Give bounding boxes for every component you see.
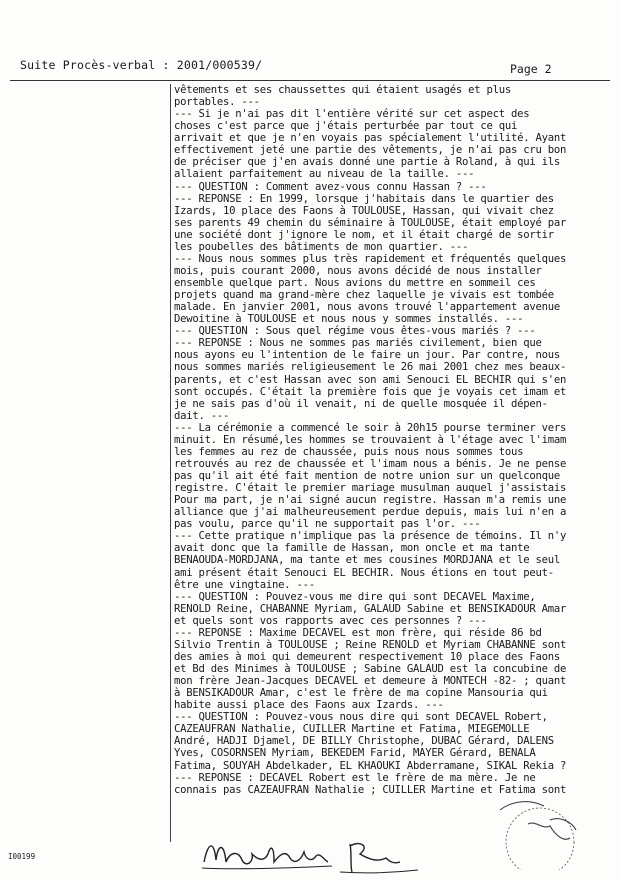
body-line: ses parents 49 chemin du séminaire à TOULOUSE, était employé par — [174, 216, 567, 229]
body-line: registre. C'était le premier mariage musulman auquel j'assistais — [174, 482, 567, 495]
body-line: portables. --- — [174, 96, 260, 109]
body-line: Silvio Trentin à TOULOUSE ; Reine RENOLD et Myriam CHABANNE sont — [174, 638, 567, 651]
body-line: projets quand ma grand-mère chez laquelle je vivais est tombée — [174, 289, 554, 302]
document-reference-number: I00199 — [8, 852, 36, 861]
page-header — [14, 56, 606, 78]
body-line: connais pas CAZEAUFRAN Nathalie ; CUILLER Martine et Fatima sont — [174, 783, 567, 796]
handwritten-signature — [200, 832, 420, 881]
body-line: ami présent était Senouci EL BECHIR. Nous étions en tout peut- — [174, 566, 554, 579]
body-line: André, HADJI Djamel, DE BILLY Christophe, DUBAC Gérard, DALENS — [174, 735, 554, 748]
body-line: parents, et c'est Hassan avec son ami Senouci EL BECHIR qui s'en — [174, 373, 567, 386]
body-line: et Bd des Minimes à TOULOUSE ; Sabine GALAUD est la concubine de — [174, 663, 567, 675]
body-line: des amies à moi qui demeurent respectivement 10 place des Faons — [174, 650, 561, 663]
body-line: et quels sont vos rapports avec ces personnes ? --- — [174, 614, 487, 627]
body-line: avait donc que la famille de Hassan, mon oncle et ma tante — [174, 542, 530, 555]
body-line: alliance que j'ai malheureusement perdue depuis, mais lui n'en a — [174, 506, 567, 519]
official-stamp — [480, 790, 590, 874]
body-line: --- Cette pratique n'implique pas la présence de témoins. Il n'y — [174, 530, 567, 543]
body-line: --- REPONSE : Maxime DECAVEL est mon frère, qui réside 86 bd — [174, 626, 542, 639]
body-line: dait. --- — [174, 409, 230, 422]
body-line: --- REPONSE : En 1999, lorsque j'habitais dans le quartier des — [174, 192, 554, 205]
body-line: choses c'est parce que j'étais perturbée par tout ce qui — [174, 120, 518, 133]
body-line: --- QUESTION : Sous quel régime vous êtes-vous mariés ? --- — [174, 325, 536, 338]
body-line: nous ayons eu l'intention de le faire un jour. Par contre, nous — [174, 349, 561, 362]
body-line: arrivait et que je n'en voyais pas spécialement l'utilité. Ayant — [174, 132, 567, 145]
body-line: je ne sais pas d'où il venait, ni de quelle mosquée il dépen- — [174, 397, 548, 410]
body-line: ensemble quelque part. Nous avions du mettre en sommeil ces — [174, 277, 536, 289]
body-line: --- Si je n'ai pas dit l'entière vérité sur cet aspect des — [174, 108, 530, 121]
body-line: --- QUESTION : Pouvez-vous nous dire qui sont DECAVEL Robert, — [174, 711, 548, 724]
body-line: à BENSIKADOUR Amar, c'est le frère de ma copine Mansouria qui — [174, 687, 548, 700]
document-body — [174, 84, 594, 842]
body-line: --- QUESTION : Pouvez-vous me dire qui sont DECAVEL Maxime, — [174, 590, 536, 603]
body-line: CAZEAUFRAN Nathalie, CUILLER Martine et Fatima, MIEGEMOLLE — [174, 723, 530, 736]
body-line: Fatima, SOUYAH Abdelkader, EL KHAOUKI Abderramane, SIKAL Rekia ? — [174, 759, 567, 772]
body-line: une société dont j'ignore le nom, et il était chargé de sortir — [174, 228, 554, 241]
body-line: --- QUESTION : Comment avez-vous connu Hassan ? --- — [174, 180, 487, 193]
body-line: --- REPONSE : Nous ne sommes pas mariés civilement, bien que — [174, 337, 542, 350]
body-line: --- La cérémonie a commencé le soir à 20h15 pourse terminer vers — [174, 421, 567, 434]
page-number: Page 2 — [510, 62, 552, 76]
margin-line — [170, 84, 171, 842]
body-line: nous sommes mariés religieusement le 26 mai 2001 chez mes beaux- — [174, 361, 567, 374]
body-line: Yves, COSORNSEN Myriam, BEKEDEM Farid, MAYER Gérard, BENALA — [174, 747, 536, 760]
body-line: retrouvés au rez de chaussée et l'imam nous a bénis. Je ne pense — [174, 457, 567, 470]
body-line: mon frère Jean-Jacques DECAVEL et demeure à MONTECH -82- ; quant — [174, 675, 567, 688]
body-line: malade. En janvier 2001, nous avons trouvé l'appartement avenue — [174, 301, 561, 314]
body-line: pas voulu, parce qu'il ne supportait pas l'or. --- — [174, 518, 481, 531]
body-line: habite aussi place des Faons aux Izards. --- — [174, 699, 444, 712]
body-line: pas qu'il ait été fait mention de notre union sur un quelconque — [174, 470, 561, 482]
body-line: RENOLD Reine, CHABANNE Myriam, GALAUD Sabine et BENSIKADOUR Amar — [174, 602, 567, 615]
body-line: Izards, 10 place des Faons à TOULOUSE, Hassan, qui vivait chez — [174, 204, 554, 217]
body-line: Pour ma part, je n'ai signé aucun registre. Hassan m'a remis une — [174, 494, 567, 507]
body-line: BENAOUDA-MORDJANA, ma tante et mes cousines MORDJANA et le seul — [174, 554, 561, 567]
body-line: Dewoitine à TOULOUSE et nous nous y sommes installés. --- — [174, 313, 524, 326]
body-line: les poubelles des bâtiments de mon quartier. --- — [174, 240, 469, 253]
body-line: les femmes au rez de chaussée, puis nous nous sommes tous — [174, 445, 524, 458]
body-line: minuit. En résumé,les hommes se trouvaient à l'étage avec l'imam — [174, 433, 567, 446]
body-line: vêtements et ses chaussettes qui étaient usagés et plus — [174, 84, 512, 96]
body-line: de préciser que j'en avais donné une partie à Roland, à qui ils — [174, 156, 561, 169]
body-line: --- Nous nous sommes plus très rapidement et fréquentés quelques — [174, 252, 567, 265]
body-line: être une vingtaine. --- — [174, 578, 315, 591]
body-line: allaient parfaitement au niveau de la taille. --- — [174, 168, 475, 181]
document-title: Suite Procès-verbal : 2001/000539/ — [20, 58, 263, 72]
body-line: --- REPONSE : DECAVEL Robert est le frère de ma mère. Je ne — [174, 771, 536, 784]
body-line: sont occupés. C'était la première fois que je voyais cet imam et — [174, 385, 567, 398]
header-divider — [10, 80, 610, 81]
body-line: mois, puis courant 2000, nous avons décidé de nous installer — [174, 264, 542, 277]
body-line: effectivement jeté une partie des vêtements, je n'ai pas cru bon — [174, 144, 567, 157]
